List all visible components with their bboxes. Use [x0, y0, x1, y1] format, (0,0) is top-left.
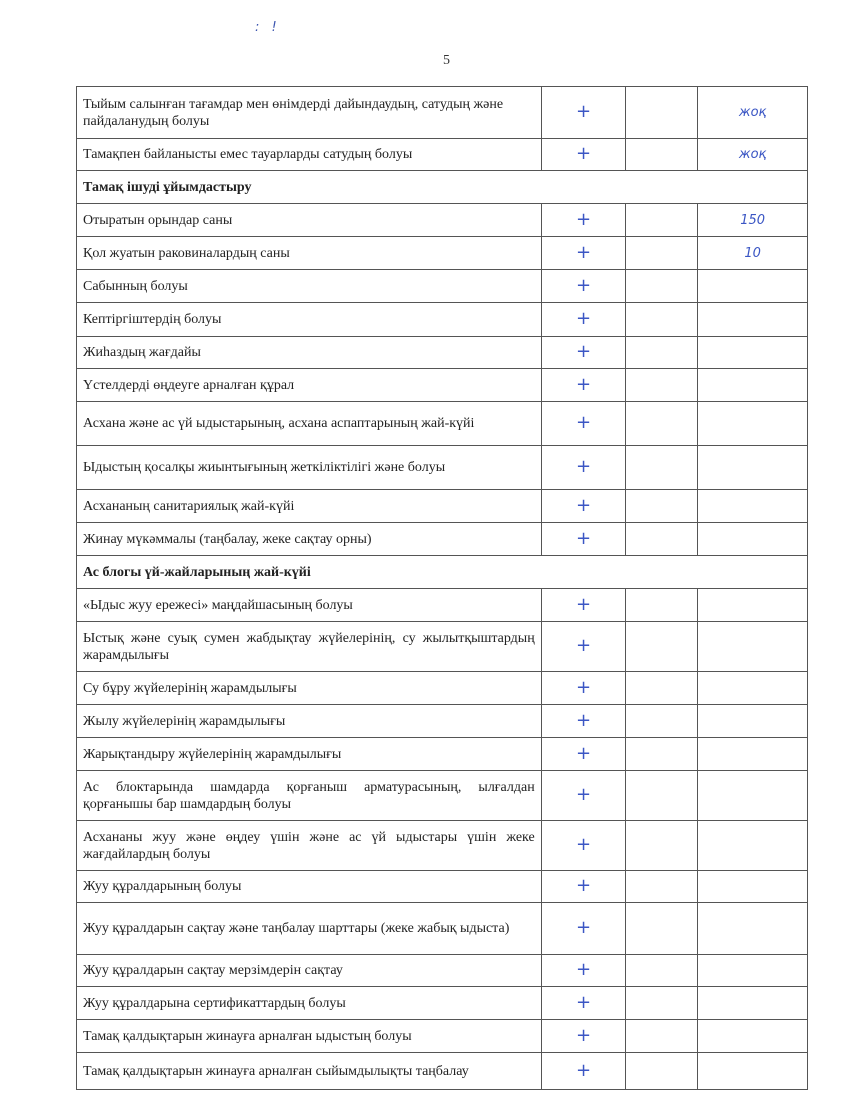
item-text: «Ыдыс жуу ережесі» маңдайшасының болуы: [77, 589, 542, 622]
table-row: [77, 903, 808, 955]
item-text: Ыдыстың қосалқы жиынтығының жеткіліктілігі және болуы: [77, 446, 542, 490]
mark-cell: [541, 622, 626, 672]
empty-cell: [626, 955, 698, 987]
item-text: Асхананы жуу және өңдеу үшін және ас үй ыдыстары үшін жеке жағдайлардың болуы: [77, 821, 542, 871]
handwritten-plus-mark: +: [575, 1059, 592, 1081]
empty-cell: [626, 672, 698, 705]
table-row: [77, 1020, 808, 1053]
handwritten-plus-mark: +: [575, 834, 592, 855]
item-text: Тамақпен байланысты емес тауарларды сатудың болуы: [77, 139, 542, 171]
empty-cell: [626, 1053, 698, 1090]
mark-cell: [541, 303, 626, 337]
mark-cell: [541, 369, 626, 402]
mark-cell: [541, 705, 626, 738]
item-text: Үстелдерді өңдеуге арналған құрал: [77, 369, 542, 402]
note-cell: [698, 1053, 808, 1090]
handwritten-plus-mark: +: [575, 875, 592, 896]
empty-cell: [626, 738, 698, 771]
item-text: Ас блоктарында шамдарда қорғаныш арматурасының, ылғалдан қорғанышы бар шамдардың болуы: [77, 771, 542, 821]
section-title: Ас блогы үй-жайларының жай-күйі: [77, 556, 808, 589]
mark-cell: [541, 523, 626, 556]
table-row: [77, 955, 808, 987]
note-cell: [698, 771, 808, 821]
note-cell: [698, 871, 808, 903]
page-number: 5: [443, 53, 450, 68]
item-text: Жинау мүкәммалы (таңбалау, жеке сақтау орны): [77, 523, 542, 556]
handwritten-note: 10: [744, 245, 761, 261]
empty-cell: [626, 402, 698, 446]
note-cell: [698, 672, 808, 705]
table-body: [77, 87, 808, 1090]
note-cell: [698, 139, 808, 171]
handwritten-plus-mark: +: [575, 274, 592, 296]
handwritten-plus-mark: +: [575, 341, 592, 362]
table-row: [77, 672, 808, 705]
empty-cell: [626, 237, 698, 270]
mark-cell: [541, 589, 626, 622]
table-row: [77, 523, 808, 556]
item-text: Тамақ қалдықтарын жинауға арналған ыдыстың болуы: [77, 1020, 542, 1053]
mark-cell: [541, 402, 626, 446]
mark-cell: [541, 87, 626, 139]
mark-cell: [541, 955, 626, 987]
table-row: [77, 622, 808, 672]
mark-cell: [541, 237, 626, 270]
empty-cell: [626, 87, 698, 139]
handwritten-scribble: : !: [255, 20, 281, 35]
item-text: Жуу құралдарына сертификаттардың болуы: [77, 987, 542, 1020]
note-cell: [698, 622, 808, 672]
empty-cell: [626, 303, 698, 337]
empty-cell: [626, 622, 698, 672]
table-row: [77, 705, 808, 738]
section-row: [77, 171, 808, 204]
handwritten-note: жоқ: [738, 147, 767, 162]
mark-cell: [541, 490, 626, 523]
mark-cell: [541, 337, 626, 369]
item-text: Қол жуатын раковиналардың саны: [77, 237, 542, 270]
handwritten-plus-mark: +: [575, 917, 592, 938]
handwritten-note: жоқ: [738, 105, 767, 120]
section-title: Тамақ ішуді ұйымдастыру: [77, 171, 808, 204]
empty-cell: [626, 705, 698, 738]
note-cell: [698, 337, 808, 369]
item-text: Кептіргіштердің болуы: [77, 303, 542, 337]
handwritten-plus-mark: +: [575, 494, 592, 516]
handwritten-plus-mark: +: [575, 143, 592, 164]
empty-cell: [626, 1020, 698, 1053]
note-cell: [698, 490, 808, 523]
note-cell: [698, 738, 808, 771]
handwritten-plus-mark: +: [575, 208, 592, 230]
item-text: Отыратын орындар саны: [77, 204, 542, 237]
item-text: Су бұру жүйелерінің жарамдылығы: [77, 672, 542, 705]
empty-cell: [626, 446, 698, 490]
mark-cell: [541, 672, 626, 705]
mark-cell: [541, 987, 626, 1020]
table-row: [77, 139, 808, 171]
table-row: [77, 337, 808, 369]
note-cell: [698, 903, 808, 955]
empty-cell: [626, 987, 698, 1020]
item-text: Жуу құралдарын сақтау және таңбалау шарттары (жеке жабық ыдыста): [77, 903, 542, 955]
note-cell: [698, 87, 808, 139]
note-cell: [698, 446, 808, 490]
empty-cell: [626, 523, 698, 556]
item-text: Жарықтандыру жүйелерінің жарамдылығы: [77, 738, 542, 771]
empty-cell: [626, 821, 698, 871]
mark-cell: [541, 1020, 626, 1053]
item-text: Жуу құралдарының болуы: [77, 871, 542, 903]
table-row: [77, 871, 808, 903]
note-cell: [698, 402, 808, 446]
item-text: Асхананың санитариялық жай-күйі: [77, 490, 542, 523]
empty-cell: [626, 139, 698, 171]
table-row: [77, 270, 808, 303]
mark-cell: [541, 270, 626, 303]
empty-cell: [626, 589, 698, 622]
table-row: [77, 987, 808, 1020]
note-cell: [698, 705, 808, 738]
empty-cell: [626, 270, 698, 303]
table-row: [77, 1053, 808, 1090]
table-row: [77, 821, 808, 871]
handwritten-note: 150: [740, 212, 766, 228]
item-text: Тамақ қалдықтарын жинауға арналған сыйымдылықты таңбалау: [77, 1053, 542, 1090]
inspection-checklist-table: [76, 86, 808, 1090]
handwritten-plus-mark: +: [575, 784, 592, 805]
handwritten-plus-mark: +: [575, 241, 592, 263]
item-text: Жылу жүйелерінің жарамдылығы: [77, 705, 542, 738]
mark-cell: [541, 139, 626, 171]
empty-cell: [626, 771, 698, 821]
table-row: [77, 738, 808, 771]
note-cell: [698, 523, 808, 556]
empty-cell: [626, 337, 698, 369]
note-cell: [698, 204, 808, 237]
mark-cell: [541, 903, 626, 955]
empty-cell: [626, 369, 698, 402]
item-text: Асхана және ас үй ыдыстарының, асхана аспаптарының жай-күйі: [77, 402, 542, 446]
table-row: [77, 204, 808, 237]
handwritten-plus-mark: +: [575, 593, 592, 615]
item-text: Ыстық және суық сумен жабдықтау жүйелерінің, су жылытқыштардың жарамдылығы: [77, 622, 542, 672]
table-row: [77, 771, 808, 821]
note-cell: [698, 237, 808, 270]
empty-cell: [626, 903, 698, 955]
mark-cell: [541, 204, 626, 237]
handwritten-plus-mark: +: [575, 959, 592, 980]
table-row: [77, 446, 808, 490]
item-text: Тыйым салынған тағамдар мен өнімдерді дайындаудың, сатудың және пайдаланудың болуы: [77, 87, 542, 139]
handwritten-plus-mark: +: [575, 456, 592, 477]
handwritten-plus-mark: +: [575, 308, 592, 329]
table-row: [77, 87, 808, 139]
note-cell: [698, 821, 808, 871]
table-row: [77, 303, 808, 337]
handwritten-plus-mark: +: [575, 709, 592, 731]
note-cell: [698, 589, 808, 622]
handwritten-plus-mark: +: [575, 742, 592, 764]
mark-cell: [541, 446, 626, 490]
handwritten-plus-mark: +: [575, 635, 592, 656]
handwritten-plus-mark: +: [575, 1024, 592, 1046]
note-cell: [698, 955, 808, 987]
handwritten-plus-mark: +: [575, 991, 592, 1013]
empty-cell: [626, 204, 698, 237]
table-row: [77, 490, 808, 523]
table-row: [77, 402, 808, 446]
mark-cell: [541, 771, 626, 821]
note-cell: [698, 303, 808, 337]
item-text: Сабынның болуы: [77, 270, 542, 303]
empty-cell: [626, 490, 698, 523]
mark-cell: [541, 738, 626, 771]
item-text: Жиһаздың жағдайы: [77, 337, 542, 369]
note-cell: [698, 369, 808, 402]
mark-cell: [541, 821, 626, 871]
mark-cell: [541, 871, 626, 903]
mark-cell: [541, 1053, 626, 1090]
note-cell: [698, 987, 808, 1020]
handwritten-plus-mark: +: [575, 412, 592, 433]
handwritten-plus-mark: +: [575, 101, 592, 122]
section-row: [77, 556, 808, 589]
note-cell: [698, 1020, 808, 1053]
note-cell: [698, 270, 808, 303]
table-row: [77, 589, 808, 622]
item-text: Жуу құралдарын сақтау мерзімдерін сақтау: [77, 955, 542, 987]
handwritten-plus-mark: +: [575, 676, 592, 698]
handwritten-plus-mark: +: [575, 373, 592, 395]
table-row: [77, 237, 808, 270]
table-row: [77, 369, 808, 402]
handwritten-plus-mark: +: [575, 527, 592, 549]
empty-cell: [626, 871, 698, 903]
